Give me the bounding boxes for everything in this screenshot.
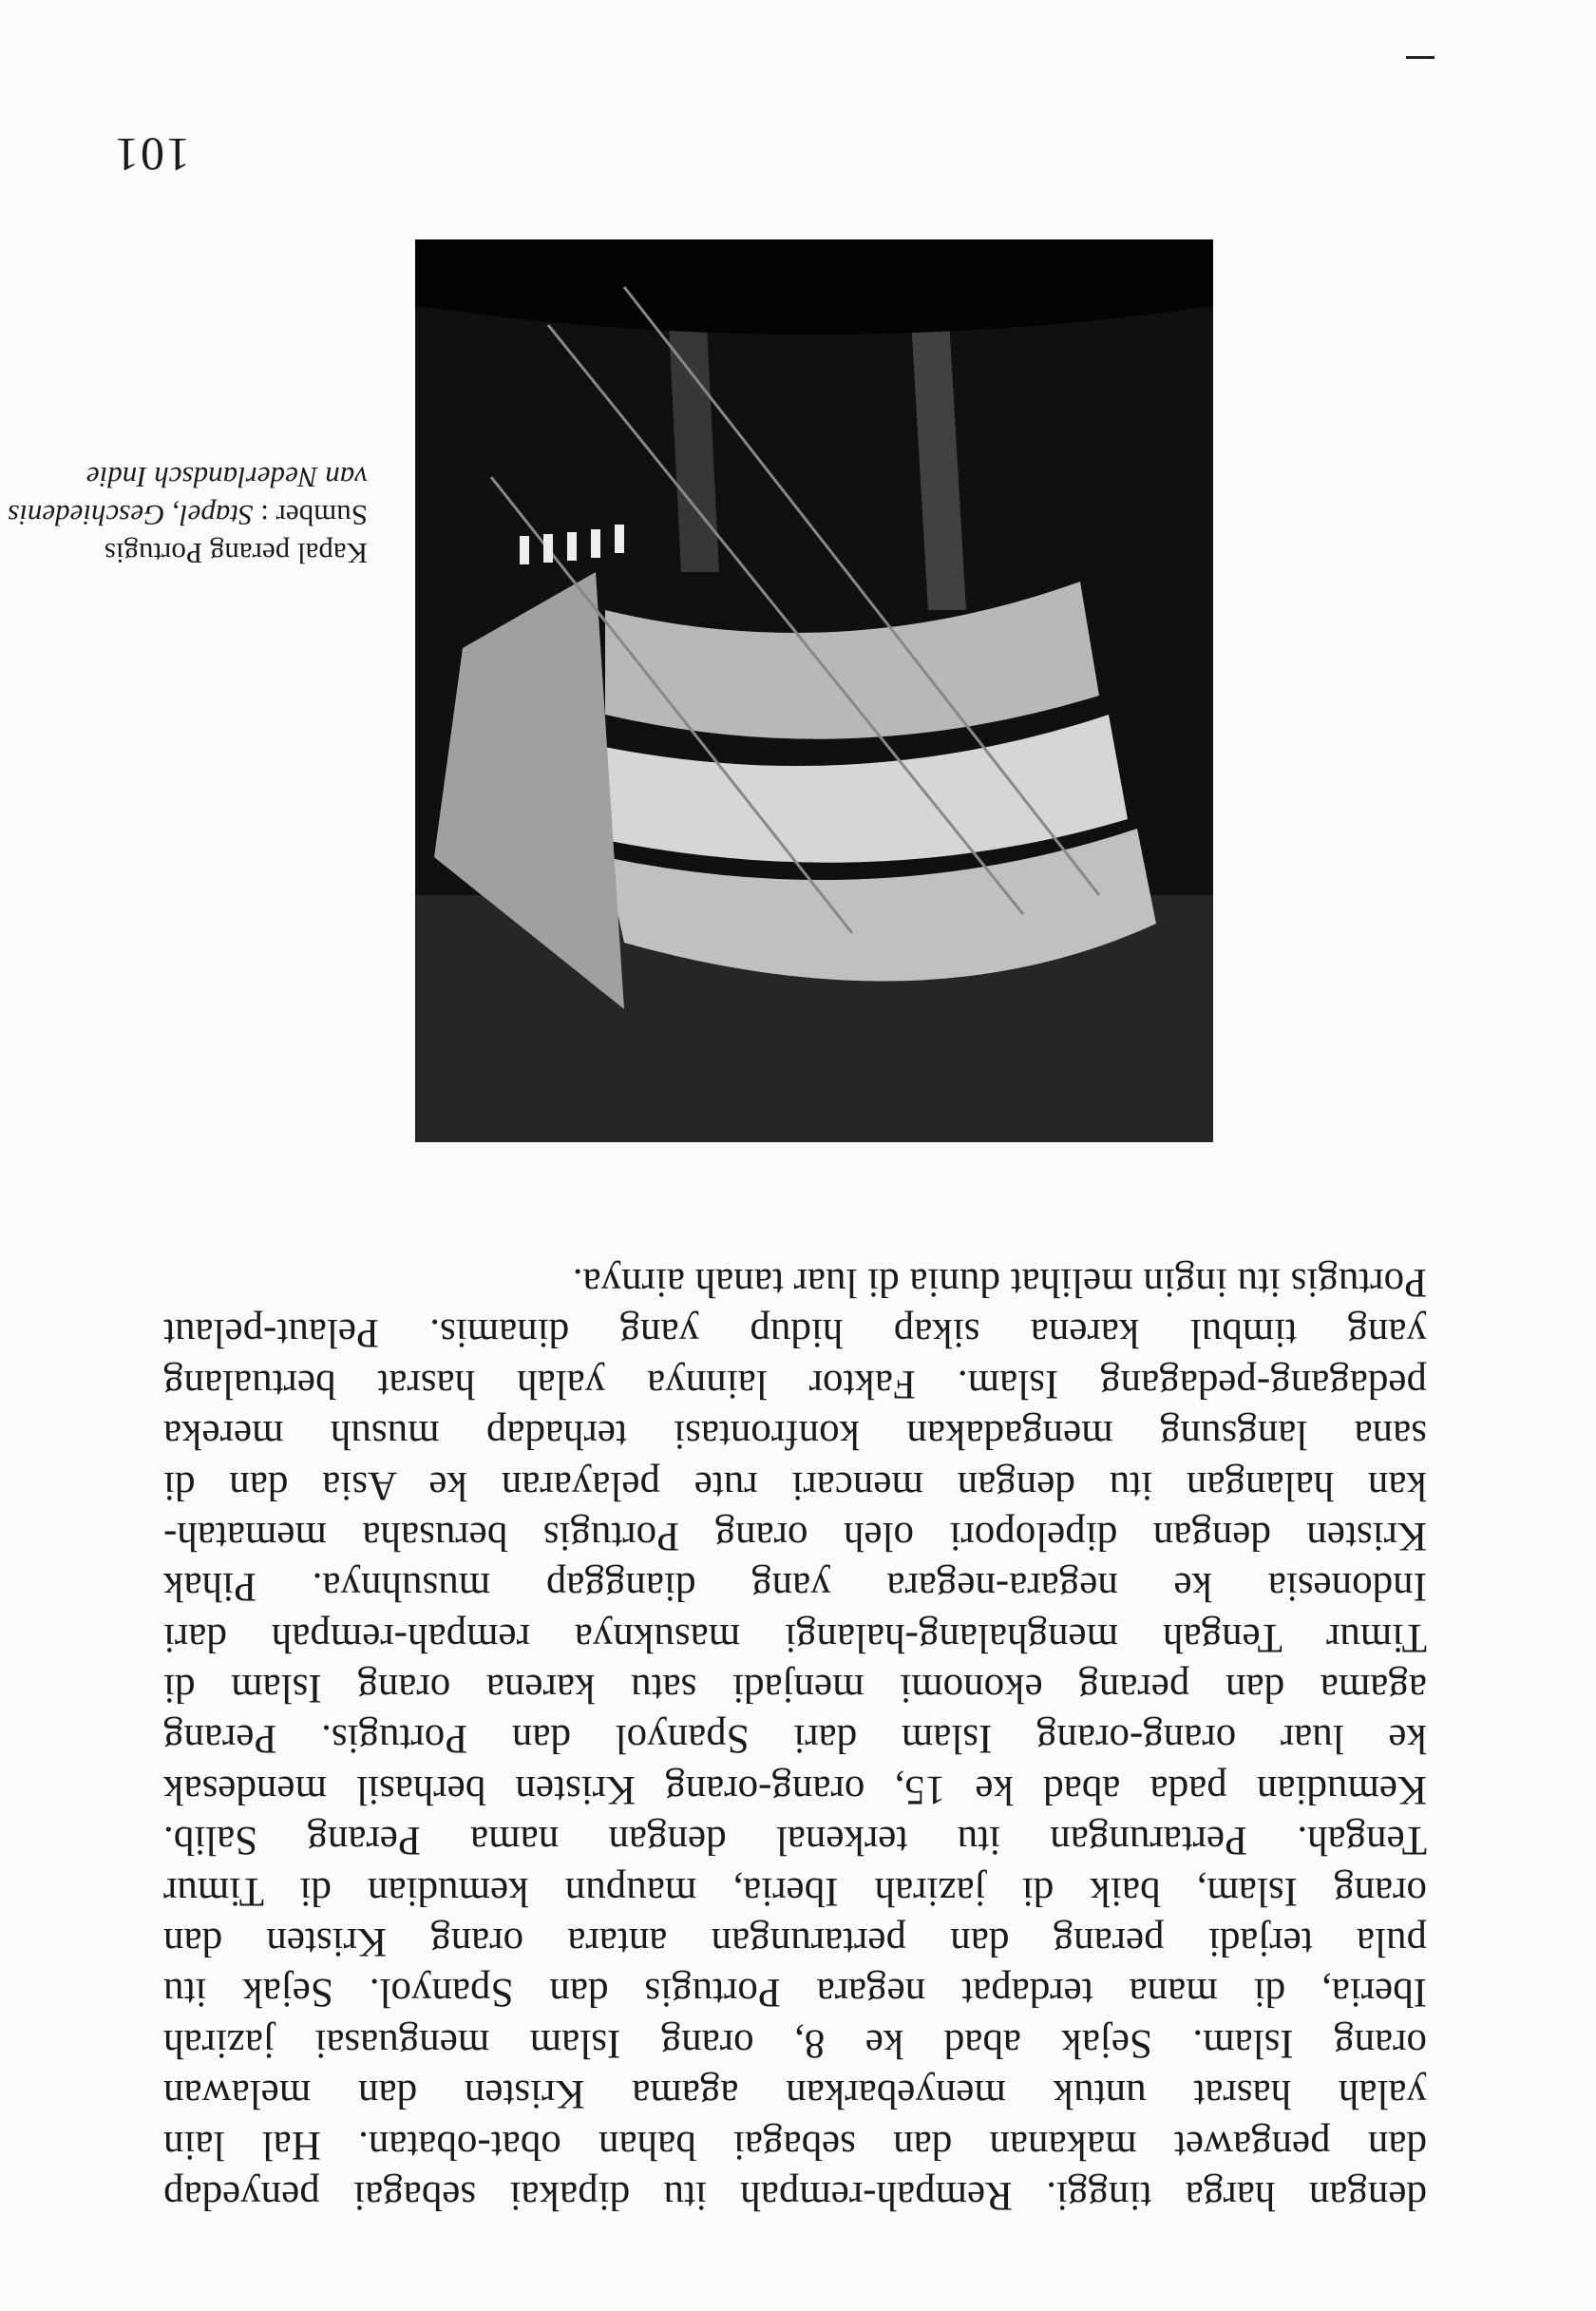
text-line: dan pengawet makanan dan sebagai bahan obat-obatan. Hal lain [163,2122,1427,2168]
text-line: sana langsung mengadakan konfrontasi terhadap musuh mereka [163,1412,1427,1458]
text-line: Timur Tengah menghalang-halangi masuknya rempah-rempah dari [163,1614,1427,1660]
text-line: kan halangan itu dengan mencari rute pelayaran ke Asia dan di [163,1462,1427,1508]
text-line: Indonesia ke negara-negara yang dianggap musuhnya. Pihak [163,1564,1427,1610]
text-line: pedagang-pedagang Islam. Faktor lainnya yalah hasrat bertualang [163,1361,1427,1406]
body-paragraph [163,1257,1427,2221]
text-line: ke luar orang-orang Islam dari Spanyol dan Portugis. Perang [163,1716,1427,1762]
caption-source-line [7,496,368,534]
text-line: yalah hasrat untuk menyebarkan agama Kristen dan melawan [163,2072,1427,2117]
text-line: Portugis itu ingin melihat dunia di luar tanah airnya. [572,1259,1427,1305]
text-line: Kristen dengan dipelopori oleh orang Portugis berusaha mematah- [163,1513,1427,1558]
text-line: Iberia, di mana terdapat negara Portugis dan Spanyol. Sejak itu [163,1970,1427,2015]
text-line: orang Islam, baik di jazirah Iberia, maupun kemudian di Timur [163,1868,1427,1914]
text-line: Tengah. Pertarungan itu terkenal dengan nama Perang Salib. [163,1818,1427,1863]
text-line: Kemudian pada abad ke 15, orang-orang Kristen berhasil mendesak [163,1767,1427,1812]
source-text-continued: van Nederlandsch Indie [86,461,368,494]
text-line: orang Islam. Sejak abad ke 8, orang Islam menguasai jazirah [163,2020,1427,2066]
text-line: pula terjadi perang dan pertarungan antara orang Kristen dan [163,1919,1427,1965]
scan-mark [1406,56,1434,59]
ship-illustration [415,239,1213,1142]
figure-caption [7,458,368,572]
page-number: 101 [113,128,190,181]
source-separator: : [260,499,269,532]
source-label: Sumber [276,499,368,532]
text-line: dengan harga tinggi. Rempah-rempah itu dipakai sebagai penyedap [163,2173,1427,2218]
caption-title: Kapal perang Portugis [104,537,368,570]
text-line: agama dan perang ekonomi menjadi satu karena orang Islam di [163,1666,1427,1711]
source-text: Stapel, Geschiedenis [8,499,254,532]
ship-photo [415,239,1213,1142]
text-line: yang timbul karena sikap hidup yang dinamis. Pelaut-pelaut [163,1310,1427,1356]
